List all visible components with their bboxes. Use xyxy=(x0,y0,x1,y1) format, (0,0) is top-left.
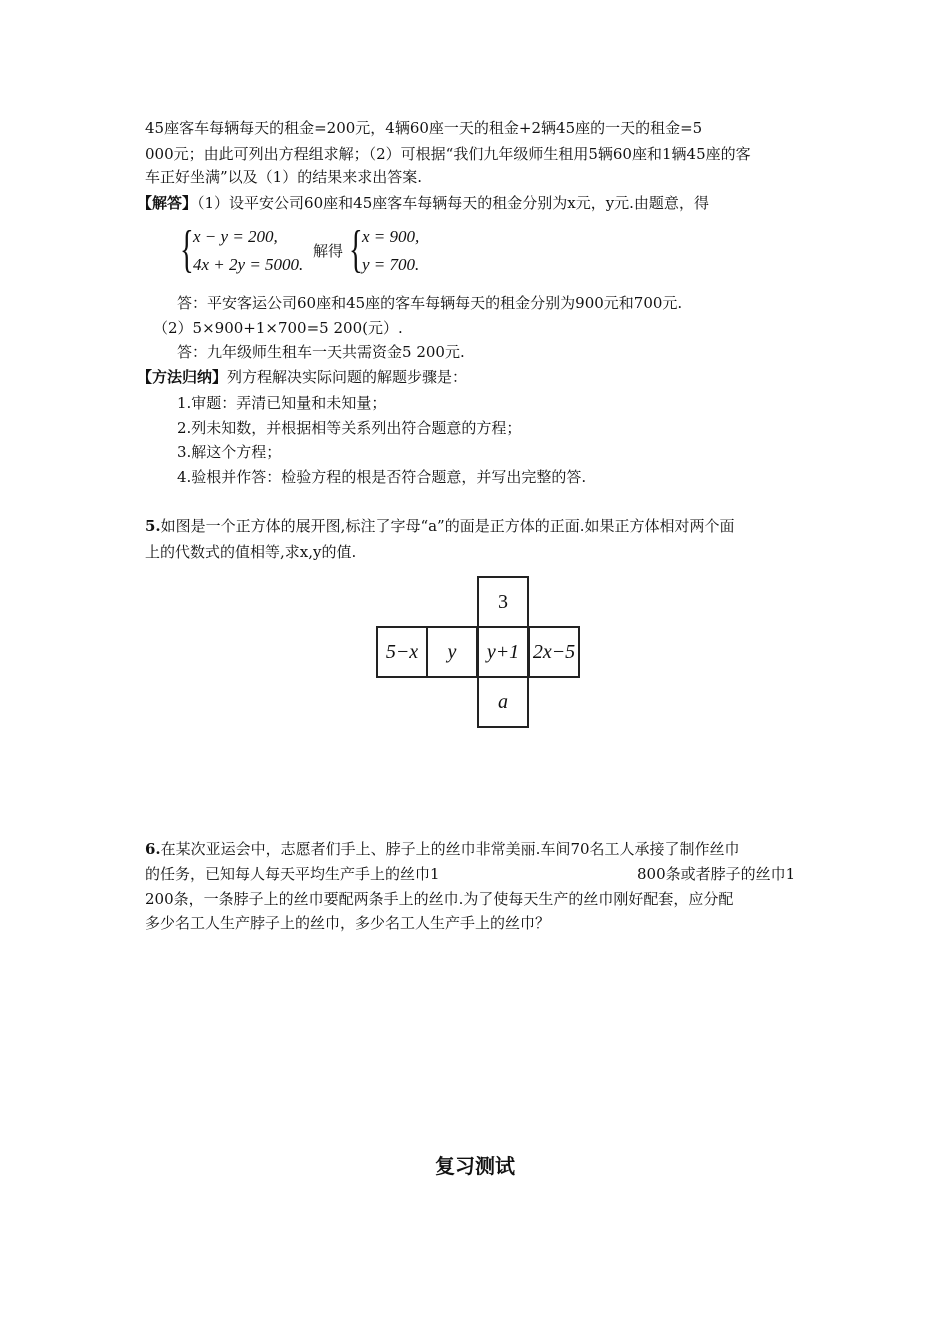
answer-line-1: 答：平安客运公司60座和45座的客车每辆每天的租金分别为900元和700元. xyxy=(177,294,683,312)
answer-line-3: 答：九年级师生租车一天共需资金5 200元. xyxy=(177,343,465,361)
q6-line-4: 多少名工人生产脖子上的丝巾，多少名工人生产手上的丝巾？ xyxy=(145,914,551,932)
q6-line-2a: 的任务，已知每人每天平均生产手上的丝巾1 xyxy=(145,865,440,883)
step-3: 3.解这个方程； xyxy=(177,443,282,461)
left-brace-2: { xyxy=(349,221,363,278)
intro-line-1: 45座客车每辆每天的租金=200元，4辆60座一天的租金+2辆45座的一天的租金=5 xyxy=(145,119,703,137)
q5-line-2: 上的代数式的值相等,求x,y的值. xyxy=(145,543,357,561)
intro-line-3: 车正好坐满”以及（1）的结果来求出答案. xyxy=(145,168,422,186)
left-brace-1: { xyxy=(180,221,194,278)
answer-line-2: （2）5×900+1×700=5 200(元）. xyxy=(153,319,403,337)
method-label: 【方法归纳】 xyxy=(137,368,228,386)
answer-text: （1）设平安公司60座和45座客车每辆每天的租金分别为x元，y元.由题意，得 xyxy=(197,194,709,212)
cube-face-left1: 5−x xyxy=(376,626,428,678)
cube-face-top: 3 xyxy=(477,576,529,628)
q5-line-1 xyxy=(145,517,735,535)
section-title: 复习测试 xyxy=(435,1154,515,1178)
q5-text-1: 如图是一个正方体的展开图,标注了字母“a”的面是正方体的正面.如果正方体相对两个面 xyxy=(160,517,735,535)
cube-face-center: y+1 xyxy=(477,626,529,678)
q6-line-3: 200条，一条脖子上的丝巾要配两条手上的丝巾.为了使每天生产的丝巾刚好配套，应分配 xyxy=(145,890,734,908)
step-4: 4.验根并作答：检验方程的根是否符合题意，并写出完整的答. xyxy=(177,468,587,486)
answer-label: 【解答】 xyxy=(137,194,198,212)
q6-line-2b: 800条或者脖子的丝巾1 xyxy=(637,865,796,883)
method-line xyxy=(137,368,467,386)
system2-eq2: y = 700. xyxy=(362,255,420,274)
system2-eq1: x = 900, xyxy=(362,227,420,246)
system1-eq2: 4x + 2y = 5000. xyxy=(193,255,304,274)
intro-line-2: 000元；由此可列出方程组求解；（2）可根据“我们九年级师生租用5辆60座和1辆45座的客 xyxy=(145,145,751,163)
q6-number: 6. xyxy=(145,840,161,858)
answer-line xyxy=(137,194,709,212)
step-2: 2.列未知数，并根据相等关系列出符合题意的方程； xyxy=(177,419,522,437)
cube-face-right: 2x−5 xyxy=(528,626,580,678)
system1-eq1: x − y = 200, xyxy=(193,227,278,246)
q6-line-1 xyxy=(145,840,740,858)
q5-number: 5. xyxy=(145,517,161,535)
cube-face-bottom: a xyxy=(477,676,529,728)
step-1: 1.审题：弄清已知量和未知量； xyxy=(177,394,387,412)
q6-text-1: 在某次亚运会中，志愿者们手上、脖子上的丝巾非常美丽.车间70名工人承接了制作丝巾 xyxy=(160,840,740,858)
cube-face-left2: y xyxy=(426,626,478,678)
solve-word: 解得 xyxy=(313,242,344,260)
method-text: 列方程解决实际问题的解题步骤是： xyxy=(227,368,468,386)
